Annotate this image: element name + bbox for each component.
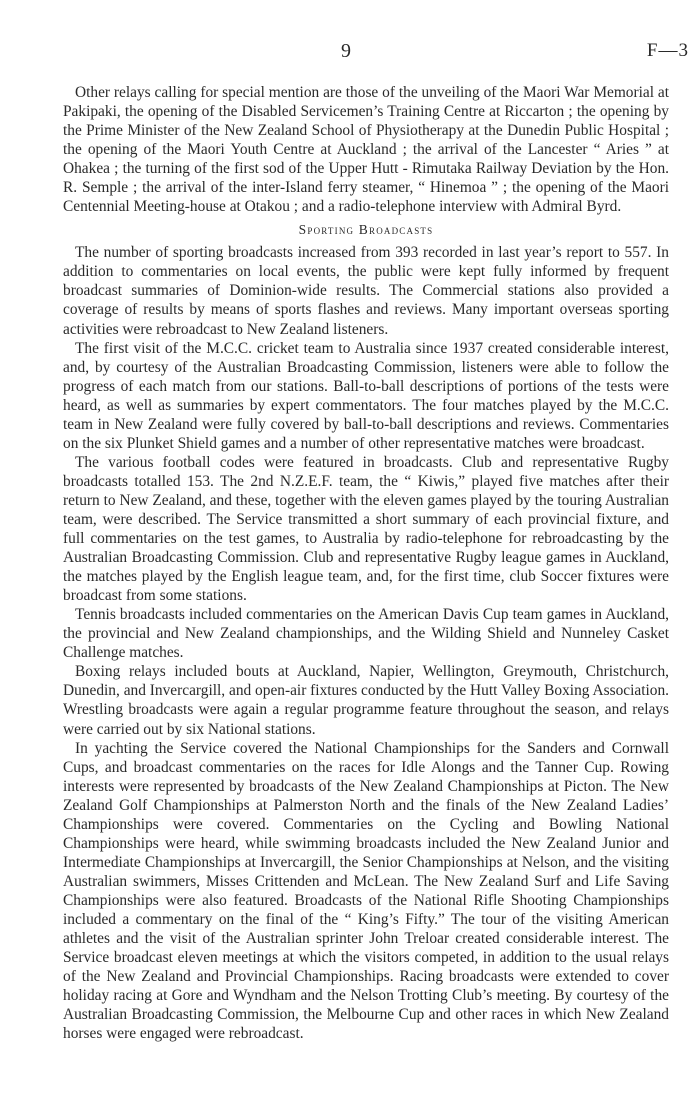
document-page: [63, 40, 689, 1043]
intro-paragraph: Other relays calling for special mention are those of the unveiling of the Maori War Memorial at Pakipaki, the opening of the Disabled Servicemen’s Training Centre at Riccarton ; the opening by the Prime Minister of the New Zealand School of Physiotherapy at the Dunedin Public Hospital ; the opening of the Maori Youth Centre at Auckland ; the arrival of the Lancester “ Aries ” at Ohakea ; the turning of the first sod of the Upper Hutt - Rimutaka Railway Deviation by the Hon. R. Semple ; the arrival of the inter-Island ferry steamer, “ Hinemoa ” ; the opening of the Maori Centennial Meeting-house at Otakou ; and a radio-telephone interview with Admiral Byrd.: [63, 84, 669, 216]
body-paragraph: Tennis broadcasts included commentaries on the American Davis Cup team games in Auckland, the provincial and New Zealand championships, and the Wilding Shield and Nunneley Casket Challenge matches.: [63, 606, 669, 662]
body-paragraph: The first visit of the M.C.C. cricket team to Australia since 1937 created considerable interest, and, by courtesy of the Australian Broadcasting Commission, listeners were able to follow the progress of each match from our stations. Ball-to-ball descriptions of portions of the tests were heard, as well as summaries by expert commentators. The four matches played by the M.C.C. team in New Zealand were fully covered by ball-to-ball descriptions and reviews. Commentaries on the six Plunket Shield games and a number of other representative matches were broadcast.: [63, 339, 669, 452]
body-paragraph: Boxing relays included bouts at Auckland, Napier, Wellington, Greymouth, Christchurch, Dunedin, and Invercargill, and open-air fixtures conducted by the Hutt Valley Boxing Association. Wrestling broadcasts were again a regular programme feature throughout the season, and relays were carried out by six National stations.: [63, 663, 669, 738]
body-paragraph: In yachting the Service covered the National Championships for the Sanders and Cornwall Cups, and broadcast commentaries on the races for Idle Alongs and the Tanner Cup. Rowing interests were represented by broadcasts of the New Zealand Championships at Picton. The New Zealand Golf Championships at Palmerston North and the finals of the New Zealand Ladies’ Championships were covered. Commentaries on the Cycling and Bowling National Championships were heard, while swimming broadcasts included the New Zealand Junior and Intermediate Championships at Invercargill, the Senior Championships at Nelson, and the visiting Australian swimmers, Misses Crittenden and McLean. The New Zealand Surf and Life Saving Championships were also featured. Broadcasts of the National Rifle Shooting Championships included a commentary on the final of the “ King’s Fifty.” The tour of the visiting American athletes and the visit of the Australian sprinter John Treloar created considerable interest. The Service broadcast eleven meetings at which the visitors competed, in addition to the usual relays of the New Zealand and Provincial Championships. Racing broadcasts were extended to cover holiday racing at Gore and Wyndham and the Nelson Trotting Club’s meeting. By courtesy of the Australian Broadcasting Commission, the Melbourne Cup and other races in which New Zealand horses were engaged were rebroadcast.: [63, 739, 669, 1043]
body-paragraph: The various football codes were featured in broadcasts. Club and representative Rugby broadcasts totalled 153. The 2nd N.Z.E.F. team, the “ Kiwis,” played five matches after their return to New Zealand, and these, together with the eleven games played by the touring Australian team, were described. The Service transmitted a short summary of each provincial fixture, and full commentaries on the test games, to Australia by radio-telephone for rebroadcasting by the Australian Broadcasting Commission. Club and representative Rugby league games in Auckland, the matches played by the English league team, and, for the first time, club Soccer fixtures were broadcast from some stations.: [63, 453, 669, 605]
document-reference: F—3: [646, 40, 689, 61]
body-paragraph: The number of sporting broadcasts increased from 393 recorded in last year’s report to 557. In addition to commentaries on local events, the public were kept fully informed by frequent broadcast summaries of Dominion-wide results. The Commercial stations also provided a coverage of results by means of sports flashes and reviews. Many important overseas sporting activities were rebroadcast to New Zealand listeners.: [63, 244, 669, 338]
page-header: [63, 40, 689, 80]
section-heading: Sporting Broadcasts: [298, 222, 434, 238]
page-number: 9: [341, 40, 351, 62]
